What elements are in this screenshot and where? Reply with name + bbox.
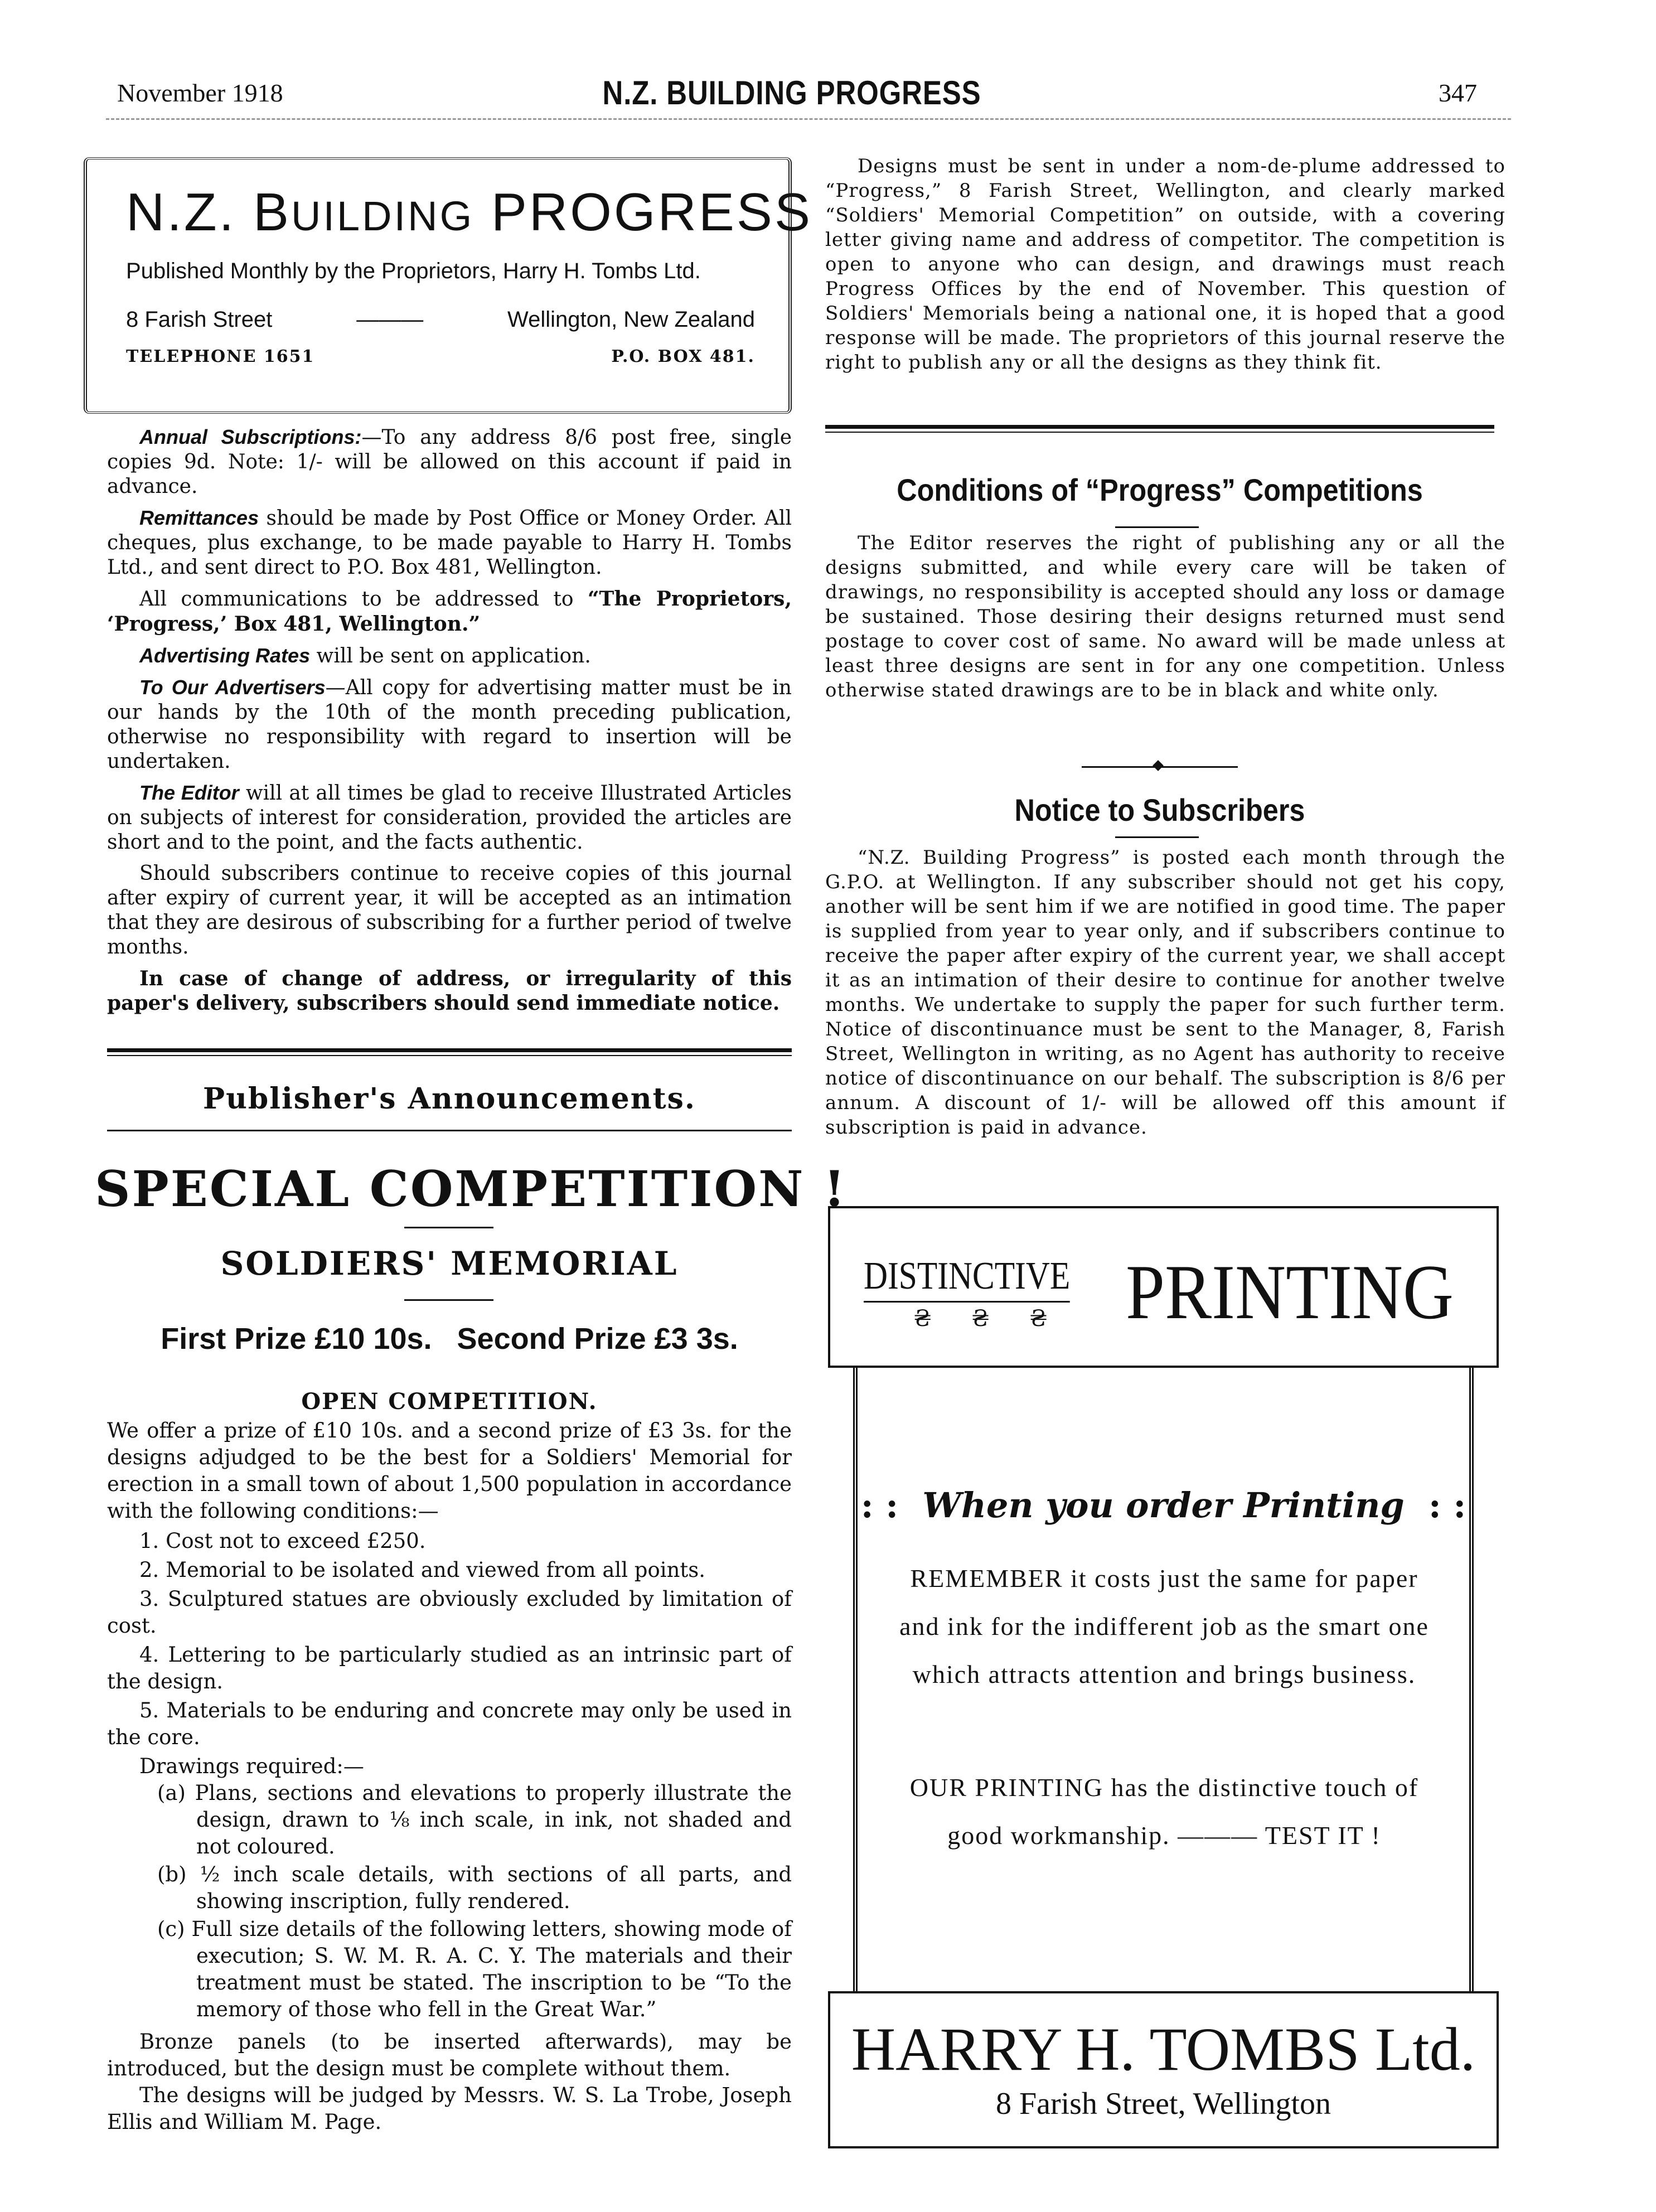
drawing-item: (b) ½ inch scale details, with sections of all parts, and showing inscription, fully rendered.: [157, 1862, 792, 1913]
masthead-contact: TELEPHONE 1651 P.O. BOX 481.: [126, 347, 755, 366]
diamond-icon: [1153, 760, 1164, 771]
printing-ad-body: [853, 1368, 1474, 1992]
masthead-title: N.Z. BUILDING PROGRESS: [126, 182, 812, 242]
masthead-published: Published Monthly by the Proprietors, Harry H. Tombs Ltd.: [126, 259, 701, 283]
special-competition-heading: SPECIAL COMPETITION !: [95, 1160, 847, 1218]
remittances: Remittances should be made by Post Office or Money Order. All cheques, plus exchange, to be made payable to Harry H. Tombs Ltd., and sent direct to P.O. Box 481, Wellington.: [107, 506, 792, 579]
divider: [404, 1227, 493, 1228]
prizes: [107, 1322, 792, 1356]
company-address: 8 Farish Street, Wellington: [995, 2087, 1331, 2121]
renewal-note: Should subscribers continue to receive copies of this journal after expiry of current year, it will be accepted as an intimation that they are desirous of subscribing for a further period of twelve months.: [107, 862, 792, 959]
divider: [404, 1299, 493, 1301]
drawings-required: Drawings required:—: [139, 1754, 364, 1778]
ad-text-our-printing: OUR PRINTING has the distinctive touch of good workmanship. ——— TEST IT !: [909, 1773, 1419, 1850]
condition-item: 4. Lettering to be particularly studied as an intrinsic part of the design.: [107, 1643, 792, 1693]
condition-item: 1. Cost not to exceed £250.: [139, 1529, 426, 1553]
conditions-text: The Editor reserves the right of publishing any or all the designs submitted, and while every care will be taken of drawings, no responsibility is accepted should any loss or damage be sustained. Those desiring their designs returned must send postage to cover cost of same. No award will be made unless at least three designs are sent in for any one competition. Unless otherwise stated drawings are to be in black and white only.: [825, 532, 1505, 701]
notice-text: “N.Z. Building Progress” is posted each month through the G.P.O. at Wellington. If any subscriber should not get his copy, another will be sent him if we are notified in good time. The paper is supplied from year to year only, and if subscribers continue to receive the paper after expiry of the current year, we shall accept it as an intimation of their desire to continue for another twelve months. We undertake to supply the paper for such further term. Notice of discontinuance must be sent to the Manager, 8, Farish Street, Wellington in writing, as no Agent has authority to receive notice of discontinuance on our behalf. The subscription is 8/6 per annum. A discount of 1/- will be allowed off this amount if subscription is paid in advance.: [825, 846, 1505, 1139]
bronze-panels: Bronze panels (to be inserted afterwards), may be introduced, but the design must be complete without them.: [107, 2030, 792, 2080]
designs-instructions: Designs must be sent in under a nom-de-plume addressed to “Progress,” 8 Farish Street, Wellington, and clearly marked “Soldiers' Memorial Competition” on outside, with a covering letter giving name and address of competitor. The competition is open to anyone who can design, and drawings must reach Progress Offices by the end of November. This question of Soldiers' Memorials being a national one, it is hoped that a good response will be made. The proprietors of this journal reserve the right to publish any or all the designs as they think fit.: [825, 155, 1505, 374]
publisher-notes: [107, 425, 792, 1022]
offer-text: We offer a prize of £10 10s. and a second prize of £3 3s. for the designs adjudged to be the best for a Soldiers' Memorial for erection in a small town of about 1,500 population in accordance with the following conditions:—: [107, 1419, 792, 1523]
order-heading: : : When you order Printing : :: [860, 1485, 1466, 1526]
announcements-rule: [107, 1130, 792, 1131]
the-editor: The Editor will at all times be glad to receive Illustrated Articles on subjects of interest for consideration, provided the articles are short and to the point, and the facts authentic.: [107, 781, 792, 854]
change-of-address: In case of change of address, or irregularity of this paper's delivery, subscribers should send immediate notice.: [107, 967, 792, 1015]
notice-heading: Notice to Subscribers: [1014, 792, 1305, 827]
drawing-item: (c) Full size details of the following letters, showing mode of execution; S. W. M. R. A. C. Y. The materials and their treatment must be stated. The inscription to be “To the memory of those who fell in the Great War.”: [157, 1917, 792, 2021]
masthead-box: [84, 157, 812, 414]
masthead-address: 8 Farish Street ——— Wellington, New Zealand: [126, 307, 755, 332]
condition-item: 2. Memorial to be isolated and viewed from all points.: [139, 1558, 706, 1582]
judges: The designs will be judged by Messrs. W. S. La Trobe, Joseph Ellis and William M. Page.: [107, 2083, 792, 2134]
journal-title: N.Z. BUILDING PROGRESS: [602, 74, 981, 112]
ornament-icon: ₴ ₴ ₴: [914, 1306, 1064, 1332]
distinctive-label: DISTINCTIVE: [864, 1254, 1070, 1303]
second-prize: Second Prize £3 3s.: [457, 1322, 738, 1356]
open-competition-heading: OPEN COMPETITION.: [301, 1388, 598, 1415]
first-prize: First Prize £10 10s.: [161, 1322, 432, 1356]
company-box: [828, 1991, 1499, 2148]
section-rule: [107, 1048, 792, 1056]
page-number: 347: [1439, 79, 1477, 107]
company-name: HARRY H. TOMBS Ltd.: [851, 2015, 1476, 2083]
to-advertisers: To Our Advertisers—All copy for advertising matter must be in our hands by the 10th of the month preceding publication, otherwise no responsibility with regard to insertion will be undertaken.: [107, 676, 792, 773]
section-rule: [825, 425, 1494, 433]
condition-item: 5. Materials to be enduring and concrete may only be used in the core.: [107, 1698, 792, 1749]
competition-details: [107, 1388, 792, 2142]
annual-subscriptions: Annual Subscriptions:—To any address 8/6 post free, single copies 9d. Note: 1/- will be allowed on this account if paid in advance.: [107, 425, 792, 498]
printing-label: PRINTING: [1126, 1249, 1454, 1335]
issue-date: November 1918: [117, 79, 283, 107]
conditions-heading: Conditions of “Progress” Competitions: [897, 472, 1423, 507]
advertising-rates: Advertising Rates will be sent on application.: [139, 644, 591, 667]
divider: [1115, 836, 1199, 838]
printing-ad-header: [828, 1206, 1499, 1368]
drawing-item: (a) Plans, sections and elevations to properly illustrate the design, drawn to ⅛ inch scale, in ink, not shaded and not coloured.: [157, 1781, 792, 1858]
condition-item: 3. Sculptured statues are obviously excluded by limitation of cost.: [107, 1587, 792, 1638]
soldiers-memorial-heading: SOLDIERS' MEMORIAL: [220, 1245, 679, 1282]
communications: All communications to be addressed to “The Proprietors, ‘Progress,’ Box 481, Wellington.”: [107, 587, 792, 636]
announcements-heading: Publisher's Announcements.: [203, 1082, 696, 1116]
header-rule: [106, 118, 1511, 120]
divider: [1115, 526, 1199, 528]
ad-text-remember: REMEMBER it costs just the same for paper and ink for the indifferent job as the smart one which attracts attention and brings business.: [899, 1564, 1429, 1688]
